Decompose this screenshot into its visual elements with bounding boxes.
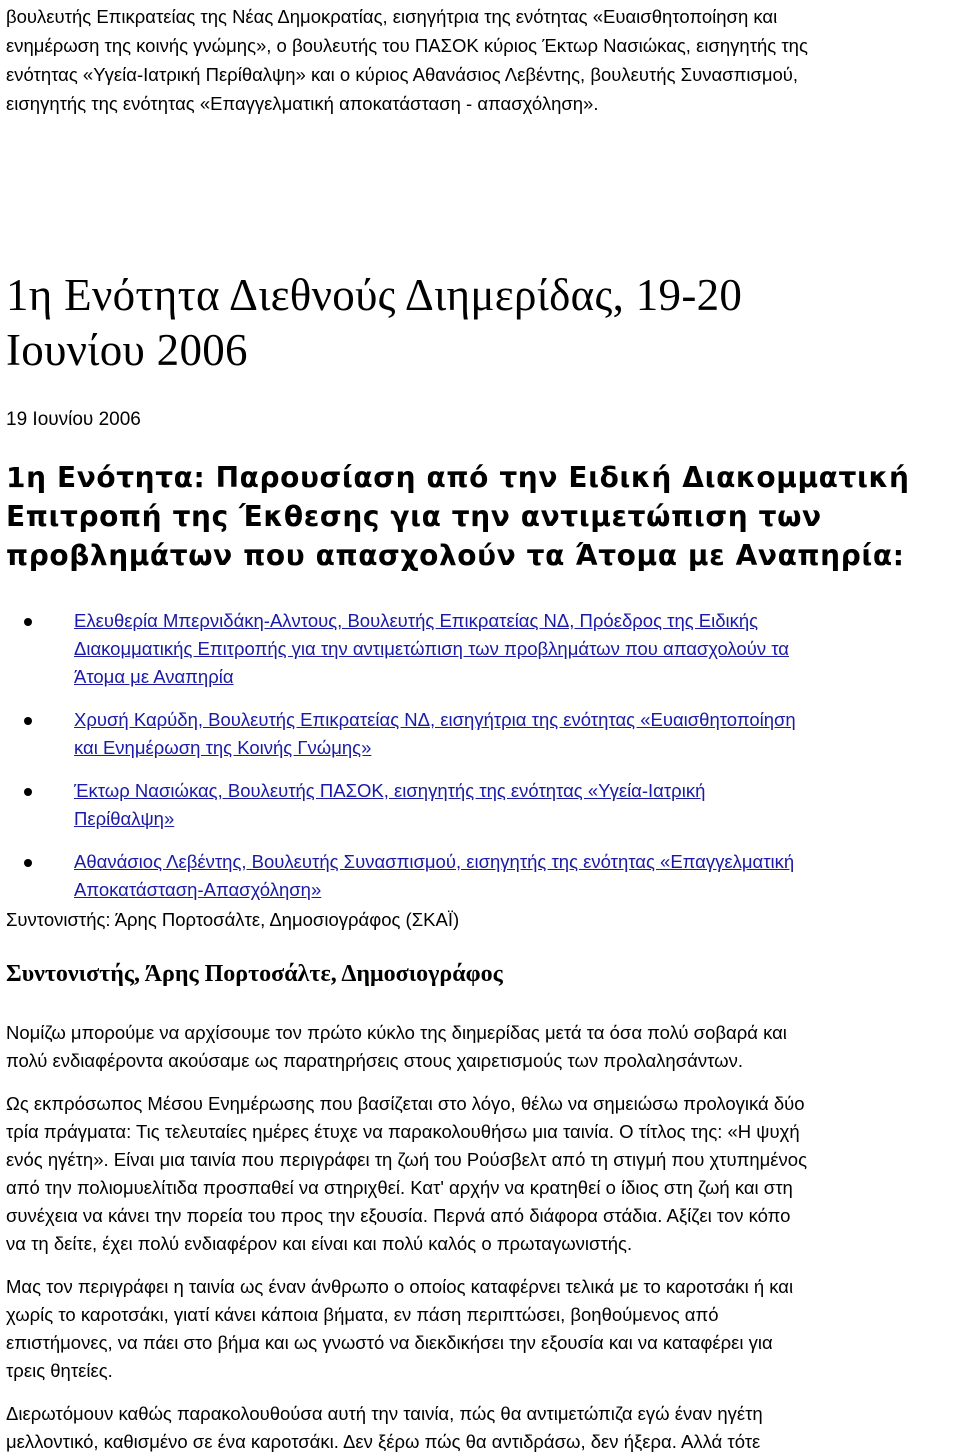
speaker-link-line: και Ενημέρωση της Κοινής Γνώμης»	[74, 737, 372, 758]
intro-line: βουλευτής Επικρατείας της Νέας Δημοκρατίας, εισηγήτρια της ενότητας «Ευαισθητοποίηση και	[6, 6, 778, 27]
speaker-link-line: Έκτωρ Νασιώκας, Βουλευτής ΠΑΣΟΚ, εισηγητής της ενότητας «Υγεία-Ιατρική	[74, 780, 706, 801]
speaker-link-karydi[interactable]	[74, 709, 796, 758]
body-paragraph	[6, 1400, 956, 1456]
section-title-line: 1η Ενότητα: Παρουσίαση από την Ειδική Διακομματική	[6, 461, 910, 494]
paragraph-line: συνέχεια να κάνει την πορεία του προς την εξουσία. Περνά από διάφορα στάδια. Αξίζει τον κόπο	[6, 1205, 791, 1226]
speaker-link-nasiokas[interactable]	[74, 780, 705, 829]
paragraph-line: Μας τον περιγράφει η ταινία ως έναν άνθρωπο ο οποίος καταφέρνει τελικά με το καροτσάκι ή και	[6, 1276, 794, 1297]
intro-paragraph	[6, 0, 956, 118]
body-paragraph	[6, 1090, 956, 1258]
intro-line: ενημέρωση της κοινής γνώμης», ο βουλευτής του ΠΑΣΟΚ κύριος Έκτωρ Νασιώκας, εισηγητής της	[6, 35, 808, 56]
paragraph-line: από την πολιομυελίτιδα προσπαθεί να στηριχθεί. Κατ' αρχήν να κρατηθεί ο ίδιος στη ζωή και στη	[6, 1177, 793, 1198]
speaker-link-leventis[interactable]	[74, 851, 794, 900]
page-title-line: 1η Ενότητα Διεθνούς Διημερίδας, 19-20	[6, 270, 743, 320]
list-item	[74, 706, 956, 762]
paragraph-line: να τη δείτε, έχει πολύ ενδιαφέρον και είναι και πολύ καλός ο πρωταγωνιστής.	[6, 1233, 633, 1254]
speakers-list	[6, 607, 956, 904]
publication-date: 19 Ιουνίου 2006	[6, 409, 141, 430]
speaker-link-berinidaki[interactable]	[74, 610, 789, 687]
paragraph-line: χωρίς το καροτσάκι, γιατί κάνει κάποια βήματα, εν πάση περιπτώσει, βοηθούμενος από	[6, 1304, 719, 1325]
speaker-link-line: Περίθαλψη»	[74, 808, 175, 829]
list-item	[74, 777, 956, 833]
intro-line: ενότητας «Υγεία-Ιατρική Περίθαλψη» και ο κύριος Αθανάσιος Λεβέντης, βουλευτής Συνασπισμού,	[6, 64, 799, 85]
paragraph-line: ενός ηγέτη». Είναι μια ταινία που περιγράφει τη ζωή του Ρούσβελτ από τη στιγμή που χτυπημένος	[6, 1149, 808, 1170]
body-paragraph	[6, 1273, 956, 1385]
intro-line: εισηγητής της ενότητας «Επαγγελματική αποκατάσταση - απασχόληση».	[6, 93, 599, 114]
speaker-heading: Συντονιστής, Άρης Πορτοσάλτε, Δημοσιογράφος	[6, 961, 503, 987]
paragraph-line: τρία πράγματα: Τις τελευταίες ημέρες έτυχε να παρακολουθήσω μια ταινία. Ο τίτλος της: «Η ψυχή	[6, 1121, 800, 1142]
bullet-icon	[24, 788, 32, 796]
paragraph-line: Ως εκπρόσωπος Μέσου Ενημέρωσης που βασίζεται στο λόγο, θέλω να σημειώσω προλογικά δύο	[6, 1093, 805, 1114]
page-title	[6, 268, 956, 378]
speaker-link-line: Άτομα με Αναπηρία	[74, 666, 234, 687]
paragraph-line: πολύ ενδιαφέροντα ακούσαμε ως παρατηρήσεις στους χαιρετισμούς των προλαλησάντων.	[6, 1050, 743, 1071]
section-title-line: προβλημάτων που απασχολούν τα Άτομα με Αναπηρία:	[6, 539, 905, 572]
paragraph-line: μελλοντικό, καθισμένο σε ένα καροτσάκι. Δεν ξέρω πώς θα αντιδράσω, δεν ήξερα. Αλλά τότε	[6, 1431, 761, 1452]
section-title	[6, 458, 956, 575]
body-paragraph	[6, 1019, 956, 1075]
speaker-link-line: Διακομματικής Επιτροπής για την αντιμετώπιση των προβλημάτων που απασχολούν τα	[74, 638, 789, 659]
list-item	[74, 607, 956, 691]
speaker-link-line: Αποκατάσταση-Απασχόληση»	[74, 879, 322, 900]
list-item	[74, 848, 956, 904]
paragraph-line: Νομίζω μπορούμε να αρχίσουμε τον πρώτο κύκλο της διημερίδας μετά τα όσα πολύ σοβαρά και	[6, 1022, 787, 1043]
speaker-link-line: Χρυσή Καρύδη, Βουλευτής Επικρατείας ΝΔ, εισηγήτρια της ενότητας «Ευαισθητοποίηση	[74, 709, 796, 730]
speaker-link-line: Αθανάσιος Λεβέντης, Βουλευτής Συνασπισμού, εισηγητής της ενότητας «Επαγγελματική	[74, 851, 795, 872]
bullet-icon	[24, 859, 32, 867]
section-title-line: Επιτροπή της Έκθεσης για την αντιμετώπιση των	[6, 500, 822, 533]
speaker-link-line: Ελευθερία Μπερνιδάκη-Αλντους, Βουλευτής Επικρατείας ΝΔ, Πρόεδρος της Ειδικής	[74, 610, 759, 631]
paragraph-line: Διερωτόμουν καθώς παρακολουθούσα αυτή την ταινία, πώς θα αντιμετώπιζα εγώ έναν ηγέτη	[6, 1403, 763, 1424]
coordinator-line: Συντονιστής: Άρης Πορτοσάλτε, Δημοσιογράφος (ΣΚΑΪ)	[6, 909, 460, 930]
page-title-line: Ιουνίου 2006	[6, 325, 248, 375]
paragraph-line: τρεις θητείες.	[6, 1360, 113, 1381]
document-page	[6, 0, 956, 1456]
paragraph-line: επιστήμονες, να πάει στο βήμα και ως γνωστό να διεκδικήσει την εξουσία και να καταφέρει για	[6, 1332, 773, 1353]
bullet-icon	[24, 618, 32, 626]
bullet-icon	[24, 717, 32, 725]
